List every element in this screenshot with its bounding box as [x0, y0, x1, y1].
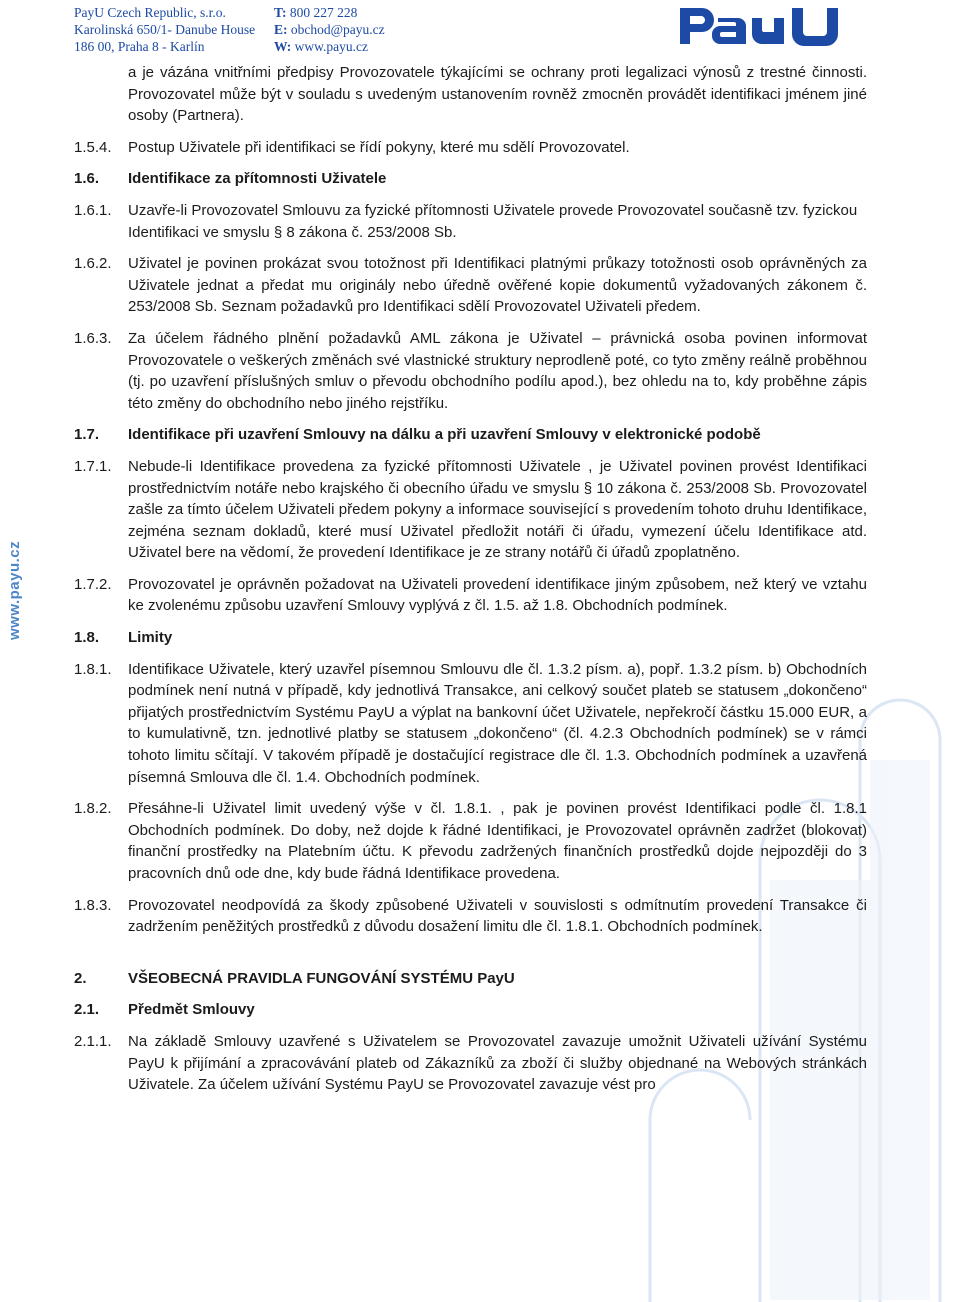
phone-line: T: 800 227 228	[274, 5, 358, 20]
section-heading-2-1	[74, 999, 867, 1021]
company-address-line2: 186 00, Praha 8 - Karlín	[74, 39, 205, 54]
chapter-title: VŠEOBECNÁ PRAVIDLA FUNGOVÁNÍ SYSTÉMU PayU	[128, 969, 515, 987]
section-heading-1-7	[74, 424, 867, 446]
section-title: Limity	[128, 629, 173, 647]
clause-text: Uzavře-li Provozovatel Smlouvu za fyzické přítomnosti Uživatele provede Provozovatel současně tzv. fyzickou Identifikaci ve smyslu § 8 zákona č. 253/2008 Sb.	[128, 201, 858, 241]
clause-number: 1.7.1.	[74, 457, 112, 475]
section-heading-1-6	[74, 168, 867, 190]
clause-text: Provozovatel neodpovídá za škody způsobené Uživateli v souvislosti s odmítnutím provedení Transakce či zadržením peněžitých prostředků z důvodu dosažení limitu dle čl. 1.8.1. Obchodních podmínek.	[128, 896, 867, 936]
web-line: W: www.payu.cz	[274, 39, 368, 54]
clause-text: Přesáhne-li Uživatel limit uvedený výše v čl. 1.8.1. , pak je povinen provést Identifikaci podle čl. 1.8.1 Obchodních podmínek. Do doby, než dojde k řádné Identifikaci, je Provozovatel oprávněn zadržet (blokovat) finanční prostředky na Platebním účtu. K převodu zadržených finančních prostředků dojde nejpozději do 3 pracovních dnů ode dne, kdy bude řádná Identifikace provedena.	[128, 800, 867, 882]
company-name: PayU Czech Republic, s.r.o.	[74, 5, 226, 20]
phone-number: 800 227 228	[289, 5, 358, 20]
company-contact-block	[274, 4, 385, 55]
clause-1-8-3	[74, 895, 867, 938]
clause-1-5-4	[74, 137, 867, 159]
clause-1-6-1	[74, 200, 867, 243]
clause-text: Uživatel je povinen prokázat svou totožnost při Identifikaci platnými průkazy totožnosti osob oprávněných za Uživatele jednat a předat mu originály nebo úředně ověřené kopie dokumentů vyžadovaných zákonem č. 253/2008 Sb. Seznam požadavků pro Identifikaci sdělí Provozovatel Uživateli předem.	[128, 255, 867, 316]
clause-text: Provozovatel je oprávněn požadovat na Uživateli provedení identifikace jiným způsobem, než který ve vztahu ke zvolenému způsobu uzavření Smlouvy vyplývá z čl. 1.5. až 1.8. Obchodních podmínek.	[128, 575, 867, 615]
section-number: 2.1.	[74, 1001, 100, 1019]
clause-number: 1.6.1.	[74, 201, 112, 219]
web-address: www.payu.cz	[294, 39, 368, 54]
clause-2-1-1	[74, 1031, 867, 1096]
clause-number: 1.6.2.	[74, 255, 112, 273]
section-title: Předmět Smlouvy	[128, 1001, 255, 1019]
clause-text: Za účelem řádného plnění požadavků AML zákona je Uživatel – právnická osoba povinen informovat Provozovatele o veškerých změnách své vlastnické struktury neprodleně poté, co tyto změny reálně proběhnou (tj. po uzavření příslušných smluv o převodu obchodního podílu apod.), bez ohledu na to, kdy proběhne zápis této změny do obchodního nebo jiného rejstříku.	[128, 329, 867, 412]
chapter-number: 2.	[74, 969, 87, 987]
section-title: Identifikace za přítomnosti Uživatele	[128, 170, 387, 188]
clause-1-6-3	[74, 328, 867, 414]
clause-number: 1.8.3.	[74, 896, 112, 914]
clause-number: 1.6.3.	[74, 329, 112, 347]
company-address-line1: Karolinská 650/1- Danube House	[74, 22, 256, 37]
section-number: 1.8.	[74, 629, 100, 647]
section-title: Identifikace při uzavření Smlouvy na dálku a při uzavření Smlouvy v elektronické podobě	[128, 426, 761, 444]
clause-number: 1.5.4.	[74, 138, 112, 156]
clause-text: Nebude-li Identifikace provedena za fyzické přítomnosti Uživatele , je Uživatel povinen provést Identifikaci prostřednictvím notáře nebo krajského či obecního úřadu ve smyslu § 10 zákona č. 253/2008 Sb. Provozovatel zašle za tímto účelem Uživateli předem pokyny a informace související s provedením tohoto druhu Identifikace, zejména seznam dokladů, které musí Uživatel předložit notáři či úřadu, vymezení účelu Identifikace atd. Uživatel bere na vědomí, že provedení Identifikace je ze strany notářů či úřadů zpoplatněno.	[128, 457, 867, 562]
clause-text: Identifikace Uživatele, který uzavřel písemnou Smlouvu dle čl. 1.3.2 písm. a), popř. 1.3.2 písm. b) Obchodních podmínek není nutná v případě, kdy jednotlivá Transakce, ani celkový součet plateb se statusem „dokončeno“ přijatých prostřednictvím Systému PayU a výplat na bankovní účet Uživatele, nepřekročí částku 15.000 EUR, a to kumulativně, tzn. jednotlivé platby se statusem „dokončeno“ (čl. 4.2.3 Obchodních podmínek) se v rámci tohoto limitu sčítají. V takovém případě je dostačující registrace dle čl. 1.3. Obchodních podmínek a uzavřená písemná Smlouva dle čl. 1.4. Obchodních podmínek.	[128, 660, 867, 786]
email-address: obchod@payu.cz	[290, 22, 385, 37]
section-heading-1-8	[74, 627, 867, 649]
paragraph-continuation: a je vázána vnitřními předpisy Provozovatele týkajícími se ochrany proti legalizaci výnosů z trestné činnosti. Provozovatel může být v souladu s uvedeným ustanovením rovněž zmocněn provádět identifikaci jménem jiné osoby (Partnera).	[128, 64, 867, 125]
clause-1-7-2	[74, 574, 867, 617]
clause-number: 2.1.1.	[74, 1032, 112, 1050]
chapter-heading-2	[74, 968, 867, 990]
clause-1-8-2	[74, 798, 867, 884]
page-header	[0, 0, 960, 52]
payu-logo	[678, 6, 844, 46]
clause-number: 1.8.1.	[74, 660, 112, 678]
clause-text: Na základě Smlouvy uzavřené s Uživatelem se Provozovatel zavazuje umožnit Uživateli užívání Systému PayU k přijímání a zpracovávání plateb od Zákazníků za zboží či služby objednané na Webových stránkách Uživatele. Za účelem užívání Systému PayU se Provozovatel zavazuje vést pro	[128, 1032, 867, 1094]
clause-1-8-1	[74, 659, 867, 789]
email-line: E: obchod@payu.cz	[274, 22, 385, 37]
clause-number: 1.7.2.	[74, 575, 112, 593]
clause-1-6-2	[74, 253, 867, 318]
section-number: 1.7.	[74, 426, 100, 444]
clause-text: Postup Uživatele při identifikaci se řídí pokyny, které mu sdělí Provozovatel.	[128, 138, 630, 156]
side-website-watermark: www.payu.cz	[6, 540, 23, 640]
clause-number: 1.8.2.	[74, 800, 112, 818]
clause-1-7-1	[74, 456, 867, 564]
document-body	[74, 62, 867, 1096]
company-address-block	[74, 4, 255, 55]
section-number: 1.6.	[74, 170, 100, 188]
